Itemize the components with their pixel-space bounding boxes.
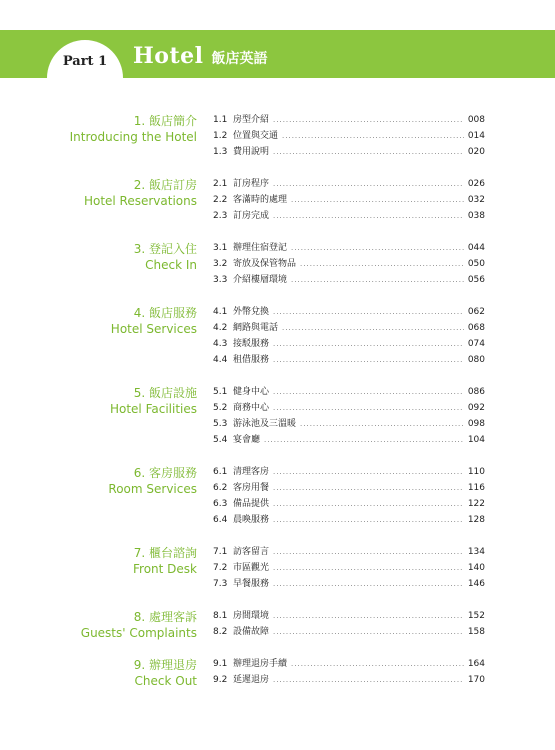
entry-number: 2.1: [213, 179, 228, 189]
section-title: [40, 113, 197, 145]
toc-entry[interactable]: [213, 144, 485, 160]
section-title-en: Check In: [145, 258, 197, 272]
table-of-contents: [0, 112, 555, 704]
toc-entry[interactable]: [213, 336, 485, 352]
dot-leader: [273, 624, 464, 640]
entry-label: 辦理住宿登記: [233, 243, 288, 253]
entry-label: 費用說明: [233, 147, 270, 157]
entry-number: 2.2: [213, 195, 228, 205]
entry-page-number: 128: [467, 515, 485, 525]
section-entries: [213, 608, 485, 640]
entry-page-number: 062: [467, 307, 485, 317]
entry-page-number: 152: [467, 611, 485, 621]
dot-leader: [273, 400, 464, 416]
section-entries: [213, 544, 485, 592]
toc-section: [0, 304, 555, 368]
dot-leader: [273, 544, 464, 560]
entry-label: 客房用餐: [233, 483, 270, 493]
entry-page-number: 116: [467, 483, 485, 493]
section-entries: [213, 304, 485, 368]
entry-label: 寄放及保管物品: [233, 259, 297, 269]
toc-entry[interactable]: [213, 416, 485, 432]
toc-section: [0, 656, 555, 688]
toc-entry[interactable]: [213, 240, 485, 256]
entry-page-number: 104: [467, 435, 485, 445]
entry-label: 訂房完成: [233, 211, 270, 221]
dot-leader: [291, 192, 464, 208]
dot-leader: [300, 416, 464, 432]
entry-number: 4.2: [213, 323, 228, 333]
toc-section: [0, 384, 555, 448]
dot-leader: [273, 480, 464, 496]
entry-number: 5.2: [213, 403, 228, 413]
section-title-zh: 2. 飯店訂房: [133, 178, 197, 192]
toc-section: [0, 608, 555, 640]
entry-number: 1.2: [213, 131, 228, 141]
dot-leader: [273, 336, 464, 352]
entry-number: 3.2: [213, 259, 228, 269]
entry-page-number: 020: [467, 147, 485, 157]
dot-leader: [273, 208, 464, 224]
entry-number: 5.1: [213, 387, 228, 397]
entry-number: 6.2: [213, 483, 228, 493]
entry-label: 客滿時的處理: [233, 195, 288, 205]
section-entries: [213, 112, 485, 160]
dot-leader: [273, 112, 464, 128]
entry-page-number: 086: [467, 387, 485, 397]
entry-page-number: 110: [467, 467, 485, 477]
toc-entry[interactable]: [213, 544, 485, 560]
toc-entry[interactable]: [213, 608, 485, 624]
entry-page-number: 098: [467, 419, 485, 429]
dot-leader: [273, 352, 464, 368]
entry-page-number: 158: [467, 627, 485, 637]
entry-label: 延遲退房: [233, 675, 270, 685]
entry-number: 8.1: [213, 611, 228, 621]
entry-label: 房間環境: [233, 611, 270, 621]
dot-leader: [273, 560, 464, 576]
entry-number: 4.1: [213, 307, 228, 317]
entry-label: 清理客房: [233, 467, 270, 477]
dot-leader: [273, 304, 464, 320]
dot-leader: [273, 144, 464, 160]
entry-number: 6.4: [213, 515, 228, 525]
entry-number: 5.4: [213, 435, 228, 445]
entry-number: 9.2: [213, 675, 228, 685]
toc-entry[interactable]: [213, 112, 485, 128]
entry-label: 位置與交通: [233, 131, 279, 141]
toc-entry[interactable]: [213, 128, 485, 144]
chapter-title-en: Hotel: [133, 43, 204, 69]
entry-number: 7.1: [213, 547, 228, 557]
dot-leader: [264, 432, 464, 448]
section-title: [40, 385, 197, 417]
entry-number: 3.1: [213, 243, 228, 253]
entry-page-number: 092: [467, 403, 485, 413]
entry-page-number: 032: [467, 195, 485, 205]
toc-entry[interactable]: [213, 208, 485, 224]
entry-number: 3.3: [213, 275, 228, 285]
entry-label: 辦理退房手續: [233, 659, 288, 669]
entry-label: 訪客留言: [233, 547, 270, 557]
toc-section: [0, 464, 555, 528]
toc-section: [0, 240, 555, 288]
section-title-en: Room Services: [108, 482, 197, 496]
entry-page-number: 164: [467, 659, 485, 669]
dot-leader: [273, 576, 464, 592]
entry-page-number: 170: [467, 675, 485, 685]
entry-page-number: 140: [467, 563, 485, 573]
toc-entry[interactable]: [213, 464, 485, 480]
section-title-zh: 5. 飯店設施: [133, 386, 197, 400]
entry-page-number: 026: [467, 179, 485, 189]
entry-page-number: 038: [467, 211, 485, 221]
section-title-zh: 9. 辦理退房: [133, 658, 197, 672]
chapter-title-zh: 飯店英語: [211, 50, 268, 67]
entry-label: 宴會廳: [233, 435, 261, 445]
entry-number: 7.3: [213, 579, 228, 589]
toc-entry[interactable]: [213, 560, 485, 576]
entry-label: 備品提供: [233, 499, 270, 509]
entry-page-number: 044: [467, 243, 485, 253]
entry-page-number: 068: [467, 323, 485, 333]
toc-entry[interactable]: [213, 304, 485, 320]
entry-number: 8.2: [213, 627, 228, 637]
entry-label: 介紹樓層環境: [233, 275, 288, 285]
entry-page-number: 146: [467, 579, 485, 589]
dot-leader: [300, 256, 464, 272]
entry-label: 游泳池及三溫暖: [233, 419, 297, 429]
entry-label: 網路與電話: [233, 323, 279, 333]
entry-label: 早餐服務: [233, 579, 270, 589]
toc-entry[interactable]: [213, 624, 485, 640]
entry-number: 4.3: [213, 339, 228, 349]
toc-entry[interactable]: [213, 352, 485, 368]
section-title-zh: 6. 客房服務: [133, 466, 197, 480]
entry-label: 房型介紹: [233, 115, 270, 125]
section-title-en: Hotel Services: [110, 322, 197, 336]
toc-entry[interactable]: [213, 272, 485, 288]
toc-entry[interactable]: [213, 480, 485, 496]
entry-label: 訂房程序: [233, 179, 270, 189]
section-entries: [213, 240, 485, 288]
entry-page-number: 056: [467, 275, 485, 285]
entry-label: 商務中心: [233, 403, 270, 413]
toc-entry[interactable]: [213, 176, 485, 192]
toc-entry[interactable]: [213, 384, 485, 400]
toc-section: [0, 176, 555, 224]
entry-page-number: 014: [467, 131, 485, 141]
section-title-en: Check Out: [134, 674, 197, 688]
toc-entry[interactable]: [213, 400, 485, 416]
section-title-en: Hotel Facilities: [109, 402, 197, 416]
entry-page-number: 008: [467, 115, 485, 125]
section-title-zh: 1. 飯店簡介: [133, 114, 197, 128]
toc-entry[interactable]: [213, 320, 485, 336]
section-title: [40, 465, 197, 497]
entry-page-number: 122: [467, 499, 485, 509]
entry-number: 6.1: [213, 467, 228, 477]
section-title-zh: 8. 處理客訴: [133, 610, 197, 624]
entry-label: 市區觀光: [233, 563, 270, 573]
toc-entry[interactable]: [213, 656, 485, 672]
toc-entry[interactable]: [213, 256, 485, 272]
entry-page-number: 134: [467, 547, 485, 557]
entry-label: 健身中心: [233, 387, 270, 397]
entry-label: 設備故障: [233, 627, 270, 637]
dot-leader: [273, 512, 464, 528]
toc-entry[interactable]: [213, 576, 485, 592]
entry-number: 2.3: [213, 211, 228, 221]
toc-entry[interactable]: [213, 432, 485, 448]
section-title-zh: 7. 櫃台諮詢: [133, 546, 197, 560]
section-title-zh: 4. 飯店服務: [133, 306, 197, 320]
section-title: [40, 177, 197, 209]
entry-page-number: 050: [467, 259, 485, 269]
entry-label: 外幣兌換: [233, 307, 270, 317]
entry-number: 6.3: [213, 499, 228, 509]
dot-leader: [282, 128, 464, 144]
dot-leader: [273, 672, 464, 688]
entry-number: 1.3: [213, 147, 228, 157]
section-title-zh: 3. 登記入住: [133, 242, 197, 256]
section-title: [40, 241, 197, 273]
dot-leader: [273, 384, 464, 400]
dot-leader: [291, 240, 464, 256]
section-entries: [213, 176, 485, 224]
section-title: [40, 609, 197, 641]
entry-page-number: 080: [467, 355, 485, 365]
entry-number: 7.2: [213, 563, 228, 573]
dot-leader: [282, 320, 464, 336]
section-title-en: Hotel Reservations: [83, 194, 197, 208]
dot-leader: [273, 496, 464, 512]
toc-entry[interactable]: [213, 496, 485, 512]
section-title: [40, 305, 197, 337]
part-label: Part 1: [47, 40, 123, 78]
entry-label: 晨喚服務: [233, 515, 270, 525]
dot-leader: [273, 464, 464, 480]
dot-leader: [291, 656, 464, 672]
dot-leader: [273, 176, 464, 192]
entry-number: 1.1: [213, 115, 228, 125]
entry-label: 租借服務: [233, 355, 270, 365]
section-entries: [213, 464, 485, 528]
dot-leader: [291, 272, 464, 288]
toc-section: [0, 112, 555, 160]
toc-entry[interactable]: [213, 672, 485, 688]
toc-entry[interactable]: [213, 512, 485, 528]
section-title: [40, 545, 197, 577]
section-title-en: Guests' Complaints: [80, 626, 197, 640]
chapter-title: [133, 40, 267, 72]
entry-number: 5.3: [213, 419, 228, 429]
section-title-en: Introducing the Hotel: [69, 130, 197, 144]
entry-number: 4.4: [213, 355, 228, 365]
section-title: [40, 657, 197, 689]
section-entries: [213, 384, 485, 448]
entry-page-number: 074: [467, 339, 485, 349]
section-entries: [213, 656, 485, 688]
toc-section: [0, 544, 555, 592]
entry-label: 接駁服務: [233, 339, 270, 349]
toc-entry[interactable]: [213, 192, 485, 208]
section-title-en: Front Desk: [133, 562, 197, 576]
dot-leader: [273, 608, 464, 624]
entry-number: 9.1: [213, 659, 228, 669]
